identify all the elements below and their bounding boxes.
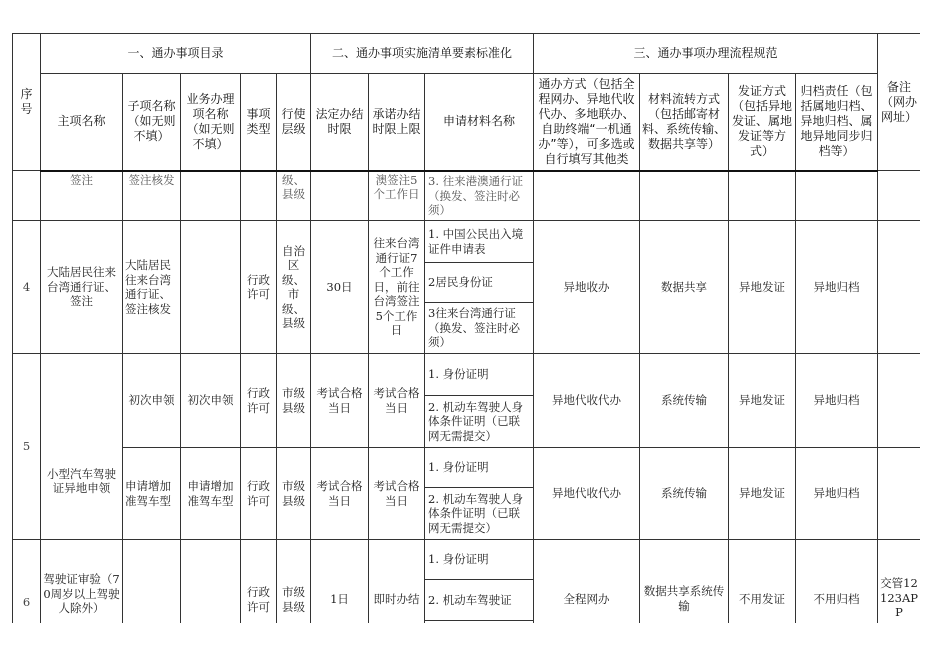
partial-sub: 签注核发 xyxy=(123,171,181,221)
row5-sub1-cert: 异地发证 xyxy=(729,354,796,448)
header-level: 行使层级 xyxy=(277,74,311,171)
row5-sub2-material-1: 1. 身份证明 xyxy=(425,448,534,488)
partial-promise: 澳签注5个工作日 xyxy=(369,171,425,221)
partial-main: 签注 xyxy=(41,171,123,221)
table-row xyxy=(13,221,921,263)
row4-legal: 30日 xyxy=(311,221,369,354)
partial-material: 3. 往来港澳通行证（换发、签注时必须） xyxy=(425,171,534,221)
header-sub-name: 子项名称（如无则不填） xyxy=(123,74,181,171)
row4-method: 异地收办 xyxy=(534,221,640,354)
row4-main: 大陆居民往来台湾通行证、签注 xyxy=(41,221,123,354)
row5-sub2-material-2: 2. 机动车驾驶人身体条件证明（已联网无需提交） xyxy=(425,488,534,540)
row4-material-2: 2居民身份证 xyxy=(425,263,534,303)
header-item-type: 事项类型 xyxy=(241,74,277,171)
table-row xyxy=(13,448,921,488)
partial-level: 级、县级 xyxy=(277,171,311,221)
row5-sub1-legal: 考试合格当日 xyxy=(311,354,369,448)
header-seq: 序号 xyxy=(13,34,41,171)
row6-level: 市级县级 xyxy=(277,540,311,624)
row5-sub2-cert: 异地发证 xyxy=(729,448,796,540)
row5-sub1-method: 异地代收代办 xyxy=(534,354,640,448)
row5-sub2-archive: 异地归档 xyxy=(796,448,878,540)
row5-sub1-type: 行政许可 xyxy=(241,354,277,448)
row4-transfer: 数据共享 xyxy=(640,221,729,354)
row4-archive: 异地归档 xyxy=(796,221,878,354)
table-row xyxy=(13,540,921,580)
row6-material-1: 1. 身份证明 xyxy=(425,540,534,580)
row6-material-2: 2. 机动车驾驶证 xyxy=(425,580,534,621)
row5-sub2-type: 行政许可 xyxy=(241,448,277,540)
row4-promise: 往来台湾通行证7个工作日，前往台湾签注5个工作日 xyxy=(369,221,425,354)
table-row xyxy=(13,354,921,396)
row5-sub2-legal: 考试合格当日 xyxy=(311,448,369,540)
row5-sub2-promise: 考试合格当日 xyxy=(369,448,425,540)
row6-legal: 1日 xyxy=(311,540,369,624)
header-archive: 归档责任（包括属地归档、异地归档、属地异地同步归档等） xyxy=(796,74,878,171)
row6-transfer: 数据共享系统传输 xyxy=(640,540,729,624)
row5-sub1-level: 市级县级 xyxy=(277,354,311,448)
row6-type: 行政许可 xyxy=(241,540,277,624)
row6-main: 驾驶证审验（70周岁以上驾驶人除外） xyxy=(41,540,123,624)
service-table xyxy=(12,33,920,623)
row5-sub1-transfer: 系统传输 xyxy=(640,354,729,448)
row6-method: 全程网办 xyxy=(534,540,640,624)
row5-sub1-sub: 初次申领 xyxy=(123,354,181,448)
row4-type: 行政许可 xyxy=(241,221,277,354)
row6-remark: 交管12123APP xyxy=(878,540,920,624)
row4-material-1: 1. 中国公民出入境证件申请表 xyxy=(425,221,534,263)
row5-sub2-transfer: 系统传输 xyxy=(640,448,729,540)
header-promise-limit: 承诺办结时限上限 xyxy=(369,74,425,171)
header-cert: 发证方式（包括异地发证、属地发证等方式） xyxy=(729,74,796,171)
header-materials: 申请材料名称 xyxy=(425,74,534,171)
header-method: 通办方式（包括全程网办、异地代收代办、多地联办、自助终端“一机通办”等），可多选或自行填写其他类 xyxy=(534,74,640,171)
row4-sub: 大陆居民往来台湾通行证、签注核发 xyxy=(123,221,181,354)
header-legal-limit: 法定办结时限 xyxy=(311,74,369,171)
row5-main: 小型汽车驾驶证异地申领 xyxy=(41,354,123,540)
spreadsheet-view xyxy=(12,33,920,623)
row5-seq: 5 xyxy=(13,354,41,540)
header-remark: 备注（网办网址） xyxy=(878,34,920,171)
header-transfer: 材料流转方式（包括邮寄材料、系统传输、数据共享等） xyxy=(640,74,729,171)
header-biz-name: 业务办理项名称（如无则不填） xyxy=(181,74,241,171)
row6-archive: 不用归档 xyxy=(796,540,878,624)
row5-sub2-method: 异地代收代办 xyxy=(534,448,640,540)
row5-sub2-sub: 申请增加准驾车型 xyxy=(123,448,181,540)
row5-sub2-level: 市级县级 xyxy=(277,448,311,540)
row4-material-3: 3往来台湾通行证（换发、签注时必须） xyxy=(425,303,534,354)
row6-cert: 不用发证 xyxy=(729,540,796,624)
row5-sub1-material-2: 2. 机动车驾驶人身体条件证明（已联网无需提交） xyxy=(425,396,534,448)
table-row xyxy=(13,171,921,221)
header-group-process: 三、通办事项办理流程规范 xyxy=(534,34,878,74)
row4-seq: 4 xyxy=(13,221,41,354)
row5-sub1-promise: 考试合格当日 xyxy=(369,354,425,448)
header-main-name: 主项名称 xyxy=(41,74,123,171)
header-group-standard: 二、通办事项实施清单要素标准化 xyxy=(311,34,534,74)
row4-level: 自治区级、市级、县级 xyxy=(277,221,311,354)
row4-cert: 异地发证 xyxy=(729,221,796,354)
header-group-catalog: 一、通办事项目录 xyxy=(41,34,311,74)
row5-sub1-material-1: 1. 身份证明 xyxy=(425,354,534,396)
row5-sub1-archive: 异地归档 xyxy=(796,354,878,448)
row5-sub1-biz: 初次申领 xyxy=(181,354,241,448)
row6-promise: 即时办结 xyxy=(369,540,425,624)
row5-sub2-biz: 申请增加准驾车型 xyxy=(181,448,241,540)
row6-seq: 6 xyxy=(13,540,41,624)
